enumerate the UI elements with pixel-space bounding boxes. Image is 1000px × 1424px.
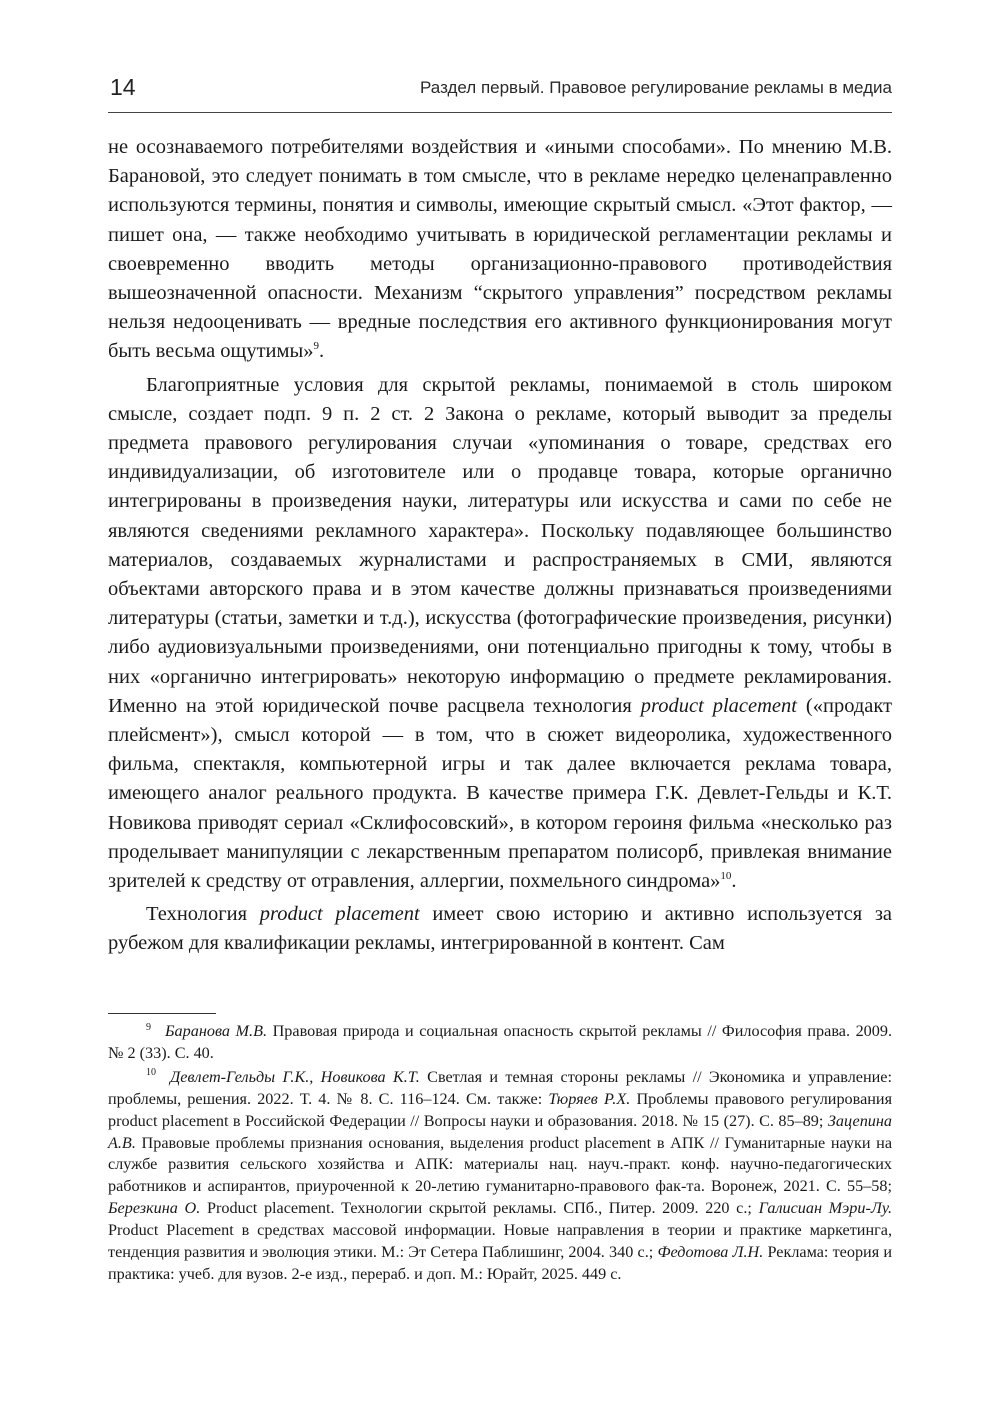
footnote-author: Галисиан Мэри-Лу. (758, 1199, 893, 1218)
footnote-ref-9[interactable]: 9 (313, 340, 320, 353)
term-product-placement: product placement (259, 903, 420, 926)
term-product-placement: product placement (640, 694, 797, 717)
footnote-text: Реклама: теория и практика: учеб. для вузов. 2-е изд., перераб. и доп. М.: Юрайт, 2025. 449 с. (108, 1243, 893, 1283)
footnote-mark: 9 (146, 1021, 151, 1033)
header-divider (108, 112, 892, 113)
paragraph-3-text: Технология (146, 903, 248, 926)
footnote-text: Product Placement в средствах массовой информации. Новые направления в теории и практике маркетинга, тенденция развития и эволюция этики. М.: Эт Сетера Паблишинг, 2004. 340 с.; (108, 1221, 892, 1262)
footnote-text: Проблемы правового регулирования product placement в Российской Федерации // Вопросы науки и образования. 2018. № 15 (27). С. 85–89; (108, 1089, 893, 1130)
body-text (108, 133, 892, 963)
footnote-text: Светлая и темная стороны рекламы // Экономика и управление: проблемы, решения. 2022. Т. 4. № 8. С. 116–124. См. также: (108, 1067, 892, 1108)
running-head: Раздел первый. Правовое регулирование рекламы в медиа (420, 78, 892, 97)
footnote-divider (108, 1013, 216, 1014)
footnote-text: Правовые проблемы признания основания, выделения product placement в АПК // Гуманитарные науки на службе развития сельского хозяйства и АПК: материалы нац. науч.-практ. конф. научно-педагогических работников и аспирантов, приуроченной к 20-летию гуманитарно-правового фак-та. Воронеж, 2021. С. 55–58; (108, 1133, 893, 1196)
footnotes (108, 1021, 892, 1288)
paragraph-2-end: . (731, 870, 737, 893)
footnote-author: Березкина О. (108, 1199, 201, 1218)
paragraph-2 (108, 371, 892, 897)
page-header (108, 72, 892, 108)
footnote-9 (108, 1021, 892, 1065)
footnote-author: Баранова М.В. (165, 1022, 268, 1040)
paragraph-2-text-cont: («продакт плейсмент»), смысл которой — в том, что в сюжет видеоролика, художественного фильма, спектакля, компьютерной игры и так далее включается реклама товара, имеющего аналог реального продукта. В качестве примера Г.К. Девлет-Гельды и К.Т. Новикова приводят сериал «Склифосовский», в котором героиня фильма «несколько раз проделывает манипуляции с лекарственным препаратом полисорб, привлекая внимание зрителей к средству от отравления, аллергии, похмельного синдрома» (108, 694, 893, 893)
footnote-author: Тюряев Р.Х. (548, 1089, 631, 1108)
footnote-author: Зацепина А.В. (108, 1111, 893, 1152)
footnote-ref-10[interactable]: 10 (720, 870, 732, 883)
paragraph-2-text: Благоприятные условия для скрытой рекламы, понимаемой в столь широком смысле, создает подп. 9 п. 2 ст. 2 Закона о рекламе, который выводит за пределы предмета правового регулирования случаи «упоминания о товаре, средствах его индивидуализации, об изготовителе или о продавце товара, которые органично интегрированы в произведения науки, литературы или искусства и сами по себе не являются сведениями рекламного характера». Поскольку подавляющее большинство материалов, создаваемых журналистами и распространяемых в СМИ, являются объектами авторского права и в этом качестве должны признаваться произведениями литературы (статьи, заметки и т.д.), искусства (фотографические произведения, рисунки) либо аудиовизуальными произведениями, они потенциально пригодны к тому, чтобы в них «органично интегрировать» некоторую информацию о предмете рекламирования. Именно на этой юридической почве расцвела технология (108, 373, 892, 717)
footnote-text: Правовая природа и социальная опасность скрытой рекламы // Философия права. 2009. № 2 (33). С. 40. (108, 1022, 893, 1062)
footnote-author: Федотова Л.Н. (657, 1243, 764, 1262)
paragraph-1-end: . (319, 340, 325, 363)
footnote-text: Product placement. Технологии скрытой рекламы. СПб., Питер. 2009. 220 с.; (206, 1199, 752, 1218)
footnote-10 (108, 1067, 892, 1286)
page-number: 14 (110, 74, 136, 100)
paragraph-3-text-cont: имеет свою историю и активно используется за рубежом для квалификации рекламы, интегрированной в контент. Сам (108, 903, 893, 955)
paragraph-1-text: не осознаваемого потребителями воздействия и «иными способами». По мнению М.В. Барановой, это следует понимать в том смысле, что в рекламе нередко целенаправленно используются термины, понятия и символы, имеющие скрытый смысл. «Этот фактор, — пишет она, — также необходимо учитывать в юридической регламентации рекламы и своевременно вводить методы организационно-правового противодействия вышеозначенной опасности. Механизм “скрытого управления” посредством рекламы нельзя недооценивать — вредные последствия его активного функционирования могут быть весьма ощутимы» (108, 136, 892, 363)
paragraph-3 (108, 900, 892, 958)
paragraph-1 (108, 133, 892, 367)
footnote-author: Девлет-Гельды Г.К., Новикова К.Т. (170, 1067, 420, 1086)
footnote-mark: 10 (146, 1067, 156, 1079)
